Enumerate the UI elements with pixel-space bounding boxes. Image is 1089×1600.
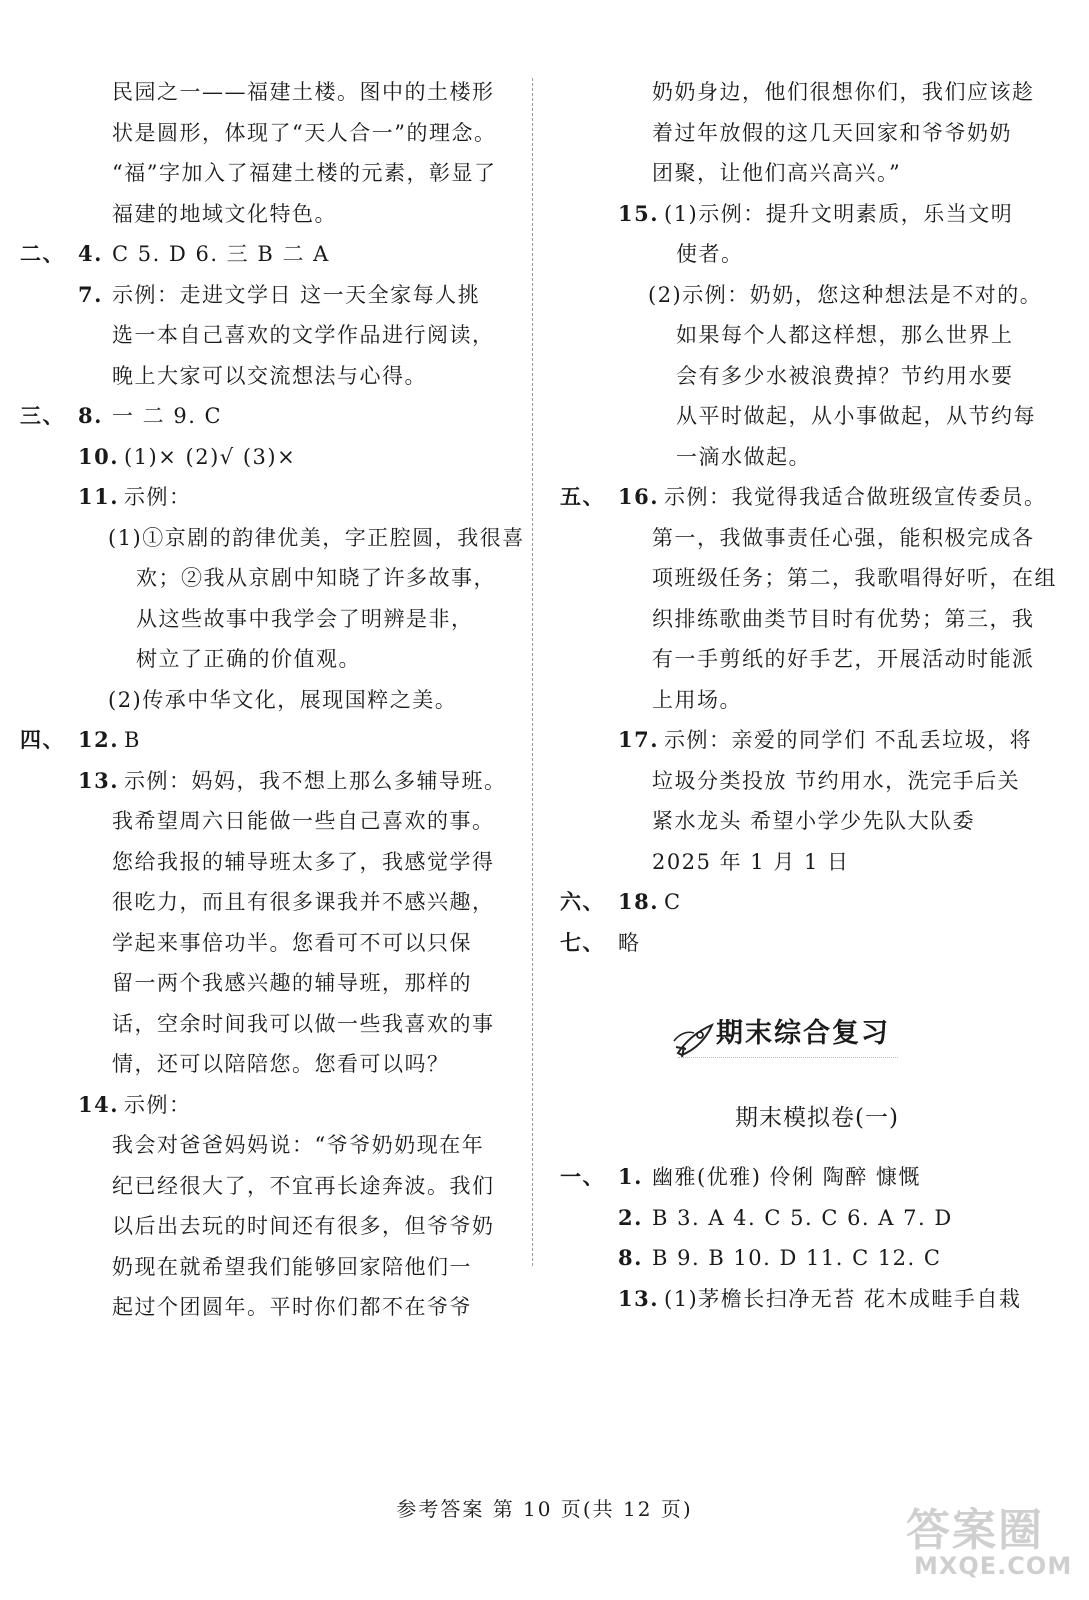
answer-text: (1)示例：提升文明素质，乐当文明 — [664, 201, 1014, 226]
answer-line — [560, 882, 1050, 923]
watermark-domain: MXQE.COM — [914, 1552, 1073, 1580]
exam-answers — [560, 1157, 1050, 1319]
answer-line — [20, 1247, 520, 1288]
answer-line — [20, 680, 520, 721]
answer-line — [20, 599, 520, 640]
question-number: 15. — [618, 200, 660, 226]
answer-line — [560, 1279, 1050, 1320]
answer-text: 第一，我做事责任心强，能积极完成各 — [652, 525, 1035, 550]
answer-text: 奶现在就希望我们能够回家陪他们一 — [112, 1254, 472, 1279]
answer-text: (2)示例：奶奶，您这种想法是不对的。 — [648, 282, 1043, 307]
section-marker: 四、 — [20, 727, 65, 752]
section-banner-title: 期末综合复习 — [716, 1018, 890, 1049]
answer-line — [20, 518, 525, 559]
question-number: 7. — [78, 281, 103, 307]
answer-text: 略 — [618, 930, 641, 955]
watermark-logo: 答案圈 — [906, 1505, 1044, 1556]
question-number: 1. — [618, 1164, 643, 1189]
answer-line — [20, 761, 520, 802]
answer-text: B 9. B 10. D 11. C 12. C — [652, 1246, 942, 1270]
answer-text: 情，还可以陪陪您。您看可以吗？ — [112, 1052, 450, 1076]
answer-text: 示例：妈妈，我不想上那么多辅导班。 — [124, 768, 507, 793]
answer-line — [20, 153, 520, 194]
answer-line — [560, 639, 1050, 680]
question-number: 8. — [618, 1245, 643, 1270]
answer-text: 如果每个人都这样想，那么世界上 — [676, 323, 1014, 347]
answer-text: 我会对爸爸妈妈说：“爷爷奶奶现在年 — [112, 1133, 485, 1157]
answer-line — [20, 882, 520, 923]
answer-line — [560, 437, 1050, 478]
right-column-answers — [560, 72, 1057, 963]
question-number: 10. — [78, 443, 120, 469]
answer-line — [20, 639, 520, 680]
answer-text: 留一两个我感兴趣的辅导班，那样的 — [112, 971, 472, 995]
answer-text: 有一手剪纸的好手艺，开展活动时能派 — [652, 647, 1035, 671]
answer-text: 使者。 — [676, 242, 744, 266]
answer-text: 织排练歌曲类节目时有优势；第三，我 — [652, 606, 1035, 631]
answer-line — [560, 801, 1050, 842]
answer-text: 2025 年 1 月 1 日 — [652, 849, 850, 874]
answer-line — [20, 842, 520, 883]
question-number: 11. — [78, 484, 120, 509]
answer-line — [20, 1166, 520, 1207]
section-marker: 五、 — [560, 484, 605, 509]
answer-line — [20, 437, 520, 478]
exam-title: 期末模拟卷(一) — [735, 1105, 899, 1131]
answer-text: 学起来事倍功半。您看可不可以只保 — [112, 930, 472, 955]
answer-line — [560, 842, 1050, 883]
question-number: 13. — [78, 767, 120, 793]
answer-line — [560, 1157, 1050, 1198]
answer-text: “福”字加入了福建土楼的元素，彰显了 — [112, 161, 497, 185]
answer-line — [20, 194, 520, 235]
answer-line — [560, 720, 1050, 761]
answer-text: 紧水龙头 希望小学少先队大队委 — [652, 809, 976, 833]
answer-line — [560, 396, 1050, 437]
answer-line — [20, 1004, 520, 1045]
answer-text: 团聚，让他们高兴高兴。” — [652, 161, 902, 185]
answer-text: 您给我报的辅导班太多了，我感觉学得 — [112, 849, 495, 874]
answer-text: (2)传承中华文化，展现国粹之美。 — [108, 687, 458, 712]
answer-line — [20, 720, 520, 761]
answer-text: (1)× (2)√ (3)× — [124, 444, 297, 469]
answer-text: B 3. A 4. C 5. C 6. A 7. D — [652, 1205, 953, 1230]
answer-line — [560, 72, 1050, 113]
rocket-icon — [672, 1019, 716, 1059]
answer-line — [20, 1287, 520, 1328]
answer-text: 起过个团圆年。平时你们都不在爷爷 — [112, 1295, 472, 1319]
answer-line — [20, 113, 520, 154]
section-marker: 一、 — [560, 1164, 605, 1189]
question-number: 14. — [78, 1091, 120, 1117]
answer-line — [560, 275, 1050, 316]
answer-text: 示例： — [124, 485, 192, 509]
answer-line — [20, 396, 520, 437]
answer-text: 奶奶身边，他们很想你们，我们应该趁 — [652, 80, 1035, 104]
answer-text: 示例： — [124, 1092, 192, 1117]
answer-line — [20, 963, 520, 1004]
answer-text: 着过年放假的这几天回家和爷爷奶奶 — [652, 120, 1012, 145]
question-number: 4. — [78, 241, 103, 266]
answer-text: 欢；②我从京剧中知晓了许多故事， — [136, 566, 496, 590]
answer-line — [560, 558, 1057, 599]
answer-text: 示例：走进文学日 这一天全家每人挑 — [112, 282, 481, 307]
answer-line — [560, 599, 1050, 640]
answer-text: 上用场。 — [652, 687, 742, 712]
answer-text: 状是圆形，体现了“天人合一”的理念。 — [112, 120, 497, 145]
question-number: 17. — [618, 727, 660, 752]
answer-line — [20, 1085, 520, 1126]
answer-text: 晚上大家可以交流想法与心得。 — [112, 363, 427, 388]
page-footer: 参考答案 第 10 页(共 12 页) — [396, 1497, 693, 1521]
answer-line — [20, 558, 520, 599]
answer-line — [20, 315, 520, 356]
answer-line — [560, 234, 1050, 275]
answer-text: 我希望周六日能做一些自己喜欢的事。 — [112, 809, 495, 833]
answer-text: 示例：我觉得我适合做班级宣传委员。 — [664, 485, 1047, 509]
answer-line — [20, 477, 520, 518]
answer-text: 福建的地域文化特色。 — [112, 201, 337, 226]
question-number: 8. — [78, 403, 103, 428]
answer-text: C 5. D 6. 三 B 二 A — [112, 242, 330, 266]
answer-text: 民园之一——福建土楼。图中的土楼形 — [112, 80, 495, 104]
answer-line — [20, 1206, 520, 1247]
answer-text: 树立了正确的价值观。 — [136, 647, 361, 671]
answer-line — [560, 761, 1050, 802]
answer-line — [560, 923, 1050, 964]
answer-text: 以后出去玩的时间还有很多，但爷爷奶 — [112, 1214, 495, 1238]
answer-line — [560, 680, 1050, 721]
answer-line — [20, 234, 520, 275]
question-number: 13. — [618, 1285, 660, 1311]
answer-line — [560, 113, 1050, 154]
answer-line — [560, 153, 1050, 194]
answer-line — [20, 801, 520, 842]
answer-line — [20, 356, 520, 397]
answer-text: 话，空余时间我可以做一些我喜欢的事 — [112, 1011, 495, 1036]
answer-text: 垃圾分类投放 节约用水，洗完手后关 — [652, 768, 1021, 793]
section-marker: 七、 — [560, 929, 605, 955]
answer-line — [20, 1125, 520, 1166]
answer-line — [560, 1238, 1050, 1279]
section-banner — [560, 1001, 1050, 1079]
question-number: 18. — [618, 889, 660, 914]
answer-text: 一 二 9. C — [112, 404, 223, 428]
site-watermark — [906, 1488, 1076, 1588]
answer-text: 纪已经很大了，不宜再长途奔波。我们 — [112, 1173, 495, 1198]
answer-line — [560, 315, 1050, 356]
answer-text: 项班级任务；第二，我歌唱得好听，在组 — [652, 566, 1057, 590]
answer-text: (1)①京剧的韵律优美，字正腔圆，我很喜 — [108, 525, 525, 550]
answer-line — [20, 1044, 520, 1085]
right-column — [560, 72, 1057, 1319]
answer-line — [20, 923, 520, 964]
answer-text: 很吃力，而且有很多课我并不感兴趣， — [112, 890, 495, 914]
question-number: 12. — [78, 727, 120, 752]
answer-line — [560, 356, 1050, 397]
section-marker: 三、 — [20, 403, 65, 428]
answer-line — [560, 477, 1050, 518]
answer-text: (1)茅檐长扫净无苔 花木成畦手自栽 — [664, 1286, 1022, 1311]
section-marker: 二、 — [20, 241, 65, 266]
left-column — [20, 72, 525, 1328]
answer-text: 从平时做起，从小事做起，从节约每 — [676, 404, 1036, 428]
answer-line — [20, 72, 520, 113]
section-marker: 六、 — [560, 889, 605, 914]
answer-text: 从这些故事中我学会了明辨是非， — [136, 606, 474, 631]
answer-text: 幽雅(优雅) 伶俐 陶醉 慷慨 — [652, 1165, 921, 1189]
answer-text: C — [664, 890, 682, 914]
answer-text: 会有多少水被浪费掉？节约用水要 — [676, 363, 1014, 388]
answer-line — [560, 194, 1050, 235]
answer-line — [560, 1198, 1050, 1239]
answer-line — [560, 518, 1050, 559]
question-number: 16. — [618, 484, 660, 509]
column-divider — [532, 78, 533, 1266]
answer-text: B — [124, 728, 141, 752]
answer-text: 一滴水做起。 — [676, 444, 811, 469]
answer-text: 示例：亲爱的同学们 不乱丢垃圾，将 — [664, 728, 1033, 752]
question-number: 2. — [618, 1204, 643, 1230]
answer-line — [20, 275, 520, 316]
answer-text: 选一本自己喜欢的文学作品进行阅读， — [112, 323, 495, 347]
